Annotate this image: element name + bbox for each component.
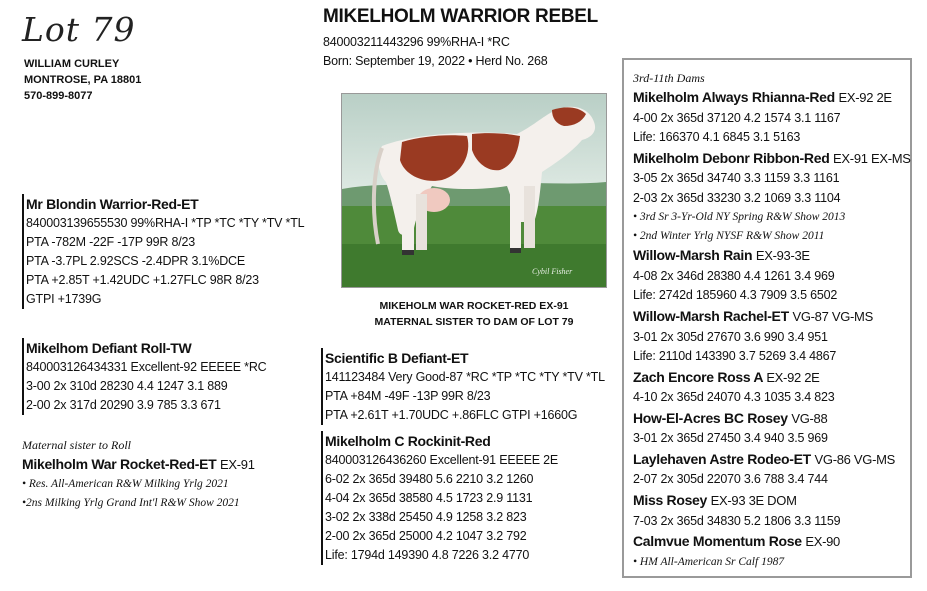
owner-info: [24, 56, 141, 104]
owner-name: WILLIAM CURLEY: [24, 58, 120, 70]
dam-entry-title: Willow-Marsh Rain: [633, 247, 756, 264]
animal-name: MIKELHOLM WARRIOR REBEL: [323, 6, 598, 27]
dam-entry-title: Zach Encore Ross A: [633, 368, 767, 385]
dams-box: [633, 70, 911, 571]
granddam-line: 4-04 2x 365d 38580 4.5 1723 2.9 1131: [325, 491, 533, 505]
dam-name: Mikelhom Defiant Roll-TW: [26, 340, 192, 356]
dam-entry-record: Life: 2742d 185960 4.3 7909 3.5 6502: [633, 288, 838, 303]
dam-entry-classification: EX-90: [805, 534, 840, 550]
dam-entry-record: Life: 166370 4.1 6845 3.1 5163: [633, 130, 801, 145]
dam-entry-title: How-El-Acres BC Rosey: [633, 409, 792, 426]
sire-name: Mr Blondin Warrior-Red-ET: [26, 196, 199, 212]
dam-line: 840003126434331 Excellent-92 EEEEE *RC: [26, 360, 267, 374]
dam-entry-classification: VG-87 VG-MS: [792, 309, 873, 325]
maternal-grandsire-lines: [325, 368, 605, 425]
dam-entry-record: 2-07 2x 305d 22070 3.6 788 3.4 744: [633, 472, 828, 487]
sire-line: 840003139655530 99%RHA-I *TP *TC *TY *TV *TL: [26, 216, 305, 230]
dam-entry-note: • 3rd Sr 3-Yr-Old NY Spring R&W Show 2013: [633, 211, 846, 224]
dam-entry-record: 4-08 2x 346d 28380 4.4 1261 3.4 969: [633, 268, 835, 283]
animal-born: Born: September 19, 2022 • Herd No. 268: [323, 54, 548, 68]
dam-entry-record: 2-03 2x 365d 33230 3.2 1069 3.3 1104: [633, 190, 841, 205]
granddam-line: 3-02 2x 338d 25450 4.9 1258 3.2 823: [325, 510, 527, 524]
dams-entries: [633, 87, 911, 571]
dam-line: 3-00 2x 310d 28230 4.4 1247 3.1 889: [26, 379, 228, 393]
animal-id: 840003211443296 99%RHA-I *RC: [323, 35, 510, 49]
dam-line: 2-00 2x 317d 20290 3.9 785 3.3 671: [26, 398, 221, 412]
photo-caption-line1: MIKEHOLM WAR ROCKET-RED EX-91: [379, 300, 569, 312]
dam-entry-classification: EX-92 2E: [766, 369, 820, 385]
granddam-line: Life: 1794d 149390 4.8 7226 3.2 4770: [325, 548, 530, 562]
maternal-sister-notes: [22, 475, 255, 513]
dams-box-title: 3rd-11th Dams: [633, 71, 705, 85]
maternal-grandsire-name: Scientific B Defiant-ET: [325, 350, 469, 366]
dam-entry-name: [633, 87, 911, 109]
maternal-sister-note: • Res. All-American R&W Milking Yrlg 2021: [22, 478, 229, 490]
dam-entry-classification: EX-93 3E DOM: [710, 493, 797, 509]
dam-entry-name: [633, 148, 911, 170]
granddam-lines: [325, 451, 558, 565]
photo-caption-line2: MATERNAL SISTER TO DAM OF LOT 79: [374, 316, 574, 328]
owner-phone: 570-899-8077: [24, 90, 93, 102]
dam-entry-title: Mikelholm Debonr Ribbon-Red: [633, 149, 834, 166]
dam-entry-classification: EX-92 2E: [838, 90, 892, 105]
granddam-line: 840003126436260 Excellent-91 EEEEE 2E: [325, 453, 559, 467]
granddam-line: 6-02 2x 365d 39480 5.6 2210 3.2 1260: [325, 472, 534, 486]
dam-entry-name: [633, 306, 911, 328]
dam-entry-name: [633, 449, 911, 471]
dam-entry-name: [633, 408, 911, 430]
maternal-sister-name: Mikelholm War Rocket-Red-ET: [22, 456, 217, 472]
maternal-sister-classification: EX-91: [220, 457, 255, 472]
dam-entry-title: Laylehaven Astre Rodeo-ET: [633, 450, 815, 467]
dam-entry-record: 4-00 2x 365d 37120 4.2 1574 3.1 1167: [633, 110, 841, 125]
dam-entry-record: 4-10 2x 365d 24070 4.3 1035 3.4 823: [633, 390, 835, 405]
maternal-grandsire-block: [321, 348, 605, 425]
sire-line: PTA +2.85T +1.42UDC +1.27FLC 98R 8/23: [26, 273, 259, 287]
dam-entry-classification: VG-88: [791, 410, 828, 426]
dam-entry-note: • 2nd Winter Yrlg NYSF R&W Show 2011: [633, 229, 825, 242]
dam-entry-title: Willow-Marsh Rachel-ET: [633, 308, 793, 325]
maternal-grandsire-line: PTA +2.61T +1.70UDC +.86FLC GTPI +1660G: [325, 408, 578, 422]
dam-entry-name: [633, 531, 911, 553]
sire-line: PTA -3.7PL 2.92SCS -2.4DPR 3.1%DCE: [26, 254, 245, 268]
lot-title: Lot 79: [22, 10, 136, 49]
maternal-grandsire-line: 141123484 Very Good-87 *RC *TP *TC *TY *TV *TL: [325, 370, 605, 384]
sire-line: GTPI +1739G: [26, 292, 102, 306]
granddam-name: Mikelholm C Rockinit-Red: [325, 433, 491, 449]
dam-entry-record: 3-01 2x 305d 27670 3.6 990 3.4 951: [633, 329, 828, 344]
dam-entry-name: [633, 245, 911, 267]
dam-block: [22, 338, 267, 415]
owner-city: MONTROSE, PA 18801: [24, 74, 142, 86]
dam-entry-record: 3-05 2x 365d 34740 3.3 1159 3.3 1161: [633, 171, 840, 186]
maternal-sister-block: [22, 436, 255, 513]
dam-entry-note: • HM All-American Sr Calf 1987: [633, 555, 785, 568]
granddam-block: [321, 431, 558, 565]
sire-block: [22, 194, 304, 309]
dam-entry-record: Life: 2110d 143390 3.7 5269 3.4 4867: [633, 349, 837, 364]
dam-entry-classification: VG-86 VG-MS: [814, 451, 896, 467]
maternal-sister-title: [22, 454, 255, 475]
cow-photo: [341, 93, 607, 288]
sire-lines: [26, 214, 304, 309]
sire-line: PTA -782M -22F -17P 99R 8/23: [26, 235, 196, 249]
maternal-grandsire-line: PTA +84M -49F -13P 99R 8/23: [325, 389, 491, 403]
dam-entry-name: [633, 367, 911, 389]
cow-illustration: [342, 94, 606, 287]
dam-entry-record: 7-03 2x 365d 34830 5.2 1806 3.3 1159: [633, 513, 841, 528]
dam-entry-title: Calmvue Momentum Rose: [633, 533, 806, 550]
dam-entry-title: Mikelholm Always Rhianna-Red: [633, 89, 839, 105]
maternal-sister-note: •2ns Milking Yrlg Grand Int'l R&W Show 2021: [22, 497, 240, 509]
photo-signature: Cybil Fisher: [532, 267, 573, 276]
maternal-sister-label: Maternal sister to Roll: [22, 438, 131, 452]
dam-entry-classification: EX-91 EX-MS: [833, 150, 911, 166]
dam-entry-record: 3-01 2x 365d 27450 3.4 940 3.5 969: [633, 431, 828, 446]
granddam-line: 2-00 2x 365d 25000 4.2 1047 3.2 792: [325, 529, 527, 543]
dam-entry-classification: EX-93-3E: [755, 248, 810, 264]
dam-entry-name: [633, 490, 911, 512]
dam-entry-title: Miss Rosey: [633, 492, 711, 509]
dam-lines: [26, 358, 267, 415]
photo-caption: [338, 298, 610, 330]
